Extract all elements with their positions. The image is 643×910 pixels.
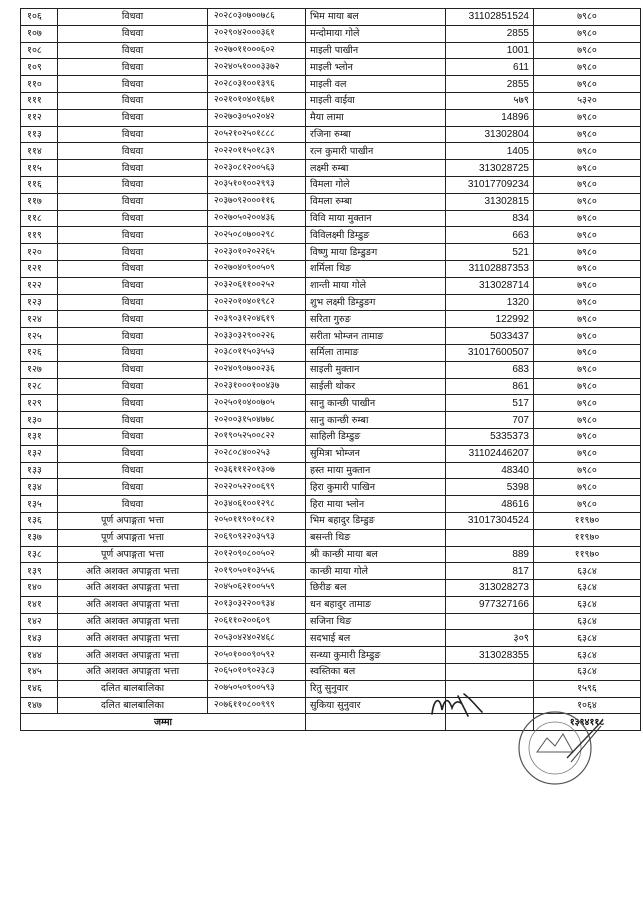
total-blank-name (306, 714, 446, 731)
allowance-amount-cell: ७९८० (534, 25, 641, 42)
citizen-id-cell: २०५०१०००९०५९२ (208, 647, 306, 664)
table-row (21, 428, 641, 445)
benefit-category-cell: विधवा (58, 244, 208, 261)
citizen-id-cell: २०३५१०१००२९९३ (208, 176, 306, 193)
beneficiary-name-cell: धन बहादुर तामाङ (306, 596, 446, 613)
citizen-id-cell: २०२३०१०२०२२६५ (208, 244, 306, 261)
serial-number-cell: १३३ (21, 462, 58, 479)
citizen-id-cell: २०७६११०८००९९९ (208, 697, 306, 714)
serial-number-cell: १३८ (21, 546, 58, 563)
table-row (21, 193, 641, 210)
bank-account-cell: 31302804 (446, 126, 534, 143)
benefit-category-cell: विधवा (58, 294, 208, 311)
serial-number-cell: ११६ (21, 176, 58, 193)
bank-account-cell (446, 613, 534, 630)
citizen-id-cell: २०२८०८४००२५३ (208, 445, 306, 462)
allowance-amount-cell: ७९८० (534, 462, 641, 479)
beneficiary-name-cell: श्री कान्छी माया बल (306, 546, 446, 563)
citizen-id-cell: २०५०११९०१०८१२ (208, 512, 306, 529)
serial-number-cell: १३० (21, 412, 58, 429)
allowance-amount-cell: ६३८४ (534, 563, 641, 580)
beneficiary-name-cell: रत्न कुमारी पाखीन (306, 143, 446, 160)
table-body (21, 9, 641, 714)
bank-account-cell: 1320 (446, 294, 534, 311)
allowance-amount-cell: ७९८० (534, 109, 641, 126)
beneficiary-name-cell: माइली भ्लोन (306, 59, 446, 76)
table-row (21, 412, 641, 429)
serial-number-cell: १२२ (21, 277, 58, 294)
bank-account-cell: 707 (446, 412, 534, 429)
benefit-category-cell: पूर्ण अपाङ्गता भत्ता (58, 546, 208, 563)
citizen-id-cell: २०२३१०००१००४३७ (208, 378, 306, 395)
beneficiary-name-cell: हिरा माया भ्लोन (306, 496, 446, 513)
table-row (21, 109, 641, 126)
beneficiary-name-cell: शुभ लक्ष्मी डिम्डुङग (306, 294, 446, 311)
citizen-id-cell: २०३२०६११००२५२ (208, 277, 306, 294)
citizen-id-cell: २०२००३१५०४७७८ (208, 412, 306, 429)
table-row (21, 210, 641, 227)
total-label: जम्मा (21, 714, 306, 731)
allowance-amount-cell: ७९८० (534, 479, 641, 496)
beneficiary-name-cell: विमला रुम्बा (306, 193, 446, 210)
serial-number-cell: १०८ (21, 42, 58, 59)
citizen-id-cell: २०३८०११५०३५५३ (208, 344, 306, 361)
citizen-id-cell: २०६९०९२२०३५९३ (208, 529, 306, 546)
citizen-id-cell: २०२३०८१२००५६३ (208, 160, 306, 177)
serial-number-cell: १३९ (21, 563, 58, 580)
beneficiary-name-cell: मैया लामा (306, 109, 446, 126)
allowance-amount-cell: ७९८० (534, 428, 641, 445)
serial-number-cell: ११९ (21, 227, 58, 244)
allowance-amount-cell: ७९८० (534, 42, 641, 59)
bank-account-cell: 48340 (446, 462, 534, 479)
bank-account-cell: 2855 (446, 76, 534, 93)
beneficiary-name-cell: साईली थोकर (306, 378, 446, 395)
beneficiary-name-cell: माइली वल (306, 76, 446, 93)
benefit-category-cell: अति अशक्त अपाङ्गता भत्ता (58, 580, 208, 597)
table-row (21, 361, 641, 378)
benefit-category-cell: विधवा (58, 160, 208, 177)
table-row (21, 328, 641, 345)
bank-account-cell: 48616 (446, 496, 534, 513)
benefit-category-cell: विधवा (58, 227, 208, 244)
serial-number-cell: १२१ (21, 260, 58, 277)
serial-number-cell: १४० (21, 580, 58, 597)
citizen-id-cell: २०२४०९०७००२३६ (208, 361, 306, 378)
serial-number-cell: ११२ (21, 109, 58, 126)
serial-number-cell: ११८ (21, 210, 58, 227)
allowance-amount-cell: ११९७० (534, 529, 641, 546)
beneficiary-name-cell: साइली मुक्तान (306, 361, 446, 378)
allowance-amount-cell: १०६४ (534, 697, 641, 714)
citizen-id-cell: २०१३०३२२००९३४ (208, 596, 306, 613)
benefit-category-cell: विधवा (58, 59, 208, 76)
bank-account-cell: ५७९ (446, 92, 534, 109)
beneficiary-name-cell: हिरा कुमारी पाखिन (306, 479, 446, 496)
benefit-category-cell: अति अशक्त अपाङ्गता भत्ता (58, 613, 208, 630)
beneficiary-name-cell: विमला गोले (306, 176, 446, 193)
allowance-amount-cell: ६३८४ (534, 664, 641, 681)
table-row (21, 613, 641, 630)
benefit-category-cell: विधवा (58, 361, 208, 378)
citizen-id-cell: २०१२०९०८००५०२ (208, 546, 306, 563)
allowance-amount-cell: ७९८० (534, 160, 641, 177)
allowance-amount-cell: ११९७० (534, 546, 641, 563)
bank-account-cell: 517 (446, 395, 534, 412)
serial-number-cell: १३७ (21, 529, 58, 546)
citizen-id-cell: २०२७०३०५०२०४२ (208, 109, 306, 126)
bank-account-cell: 1405 (446, 143, 534, 160)
bank-account-cell: 313028714 (446, 277, 534, 294)
beneficiary-name-cell: सजिना थिङ (306, 613, 446, 630)
table-row (21, 59, 641, 76)
bank-account-cell: 31102446207 (446, 445, 534, 462)
benefit-category-cell: विधवा (58, 109, 208, 126)
table-row (21, 42, 641, 59)
beneficiary-name-cell: सानु कान्छी रुम्बा (306, 412, 446, 429)
serial-number-cell: ११४ (21, 143, 58, 160)
allowance-amount-cell: ७९८० (534, 126, 641, 143)
beneficiary-name-cell: शर्मिला थिङ (306, 260, 446, 277)
allowance-amount-cell: ७९८० (534, 193, 641, 210)
table-row (21, 546, 641, 563)
citizen-id-cell: २०३९०३१२०४६१९ (208, 311, 306, 328)
serial-number-cell: १३५ (21, 496, 58, 513)
beneficiary-name-cell: हस्त माया मुक्तान (306, 462, 446, 479)
benefit-category-cell: अति अशक्त अपाङ्गता भत्ता (58, 630, 208, 647)
bank-account-cell: 31302815 (446, 193, 534, 210)
serial-number-cell: १०९ (21, 59, 58, 76)
beneficiary-name-cell: सरीता भोम्जन तामाङ (306, 328, 446, 345)
benefit-category-cell: विधवा (58, 445, 208, 462)
bank-account-cell: 889 (446, 546, 534, 563)
table-row (21, 479, 641, 496)
benefit-category-cell: विधवा (58, 378, 208, 395)
beneficiary-name-cell: छिरीङ बल (306, 580, 446, 597)
beneficiary-name-cell: सुकिया सुनुवार (306, 697, 446, 714)
allowance-amount-cell: ७९८० (534, 59, 641, 76)
benefit-category-cell: दलित बालबालिका (58, 680, 208, 697)
handwritten-signature (428, 690, 488, 720)
office-stamp (515, 700, 605, 795)
benefit-category-cell: विधवा (58, 193, 208, 210)
table-row (21, 680, 641, 697)
allowance-amount-cell: ७९८० (534, 496, 641, 513)
bank-account-cell: 1001 (446, 42, 534, 59)
table-row (21, 496, 641, 513)
bank-account-cell: 31017600507 (446, 344, 534, 361)
citizen-id-cell: २०३३०३२९००२२६ (208, 328, 306, 345)
serial-number-cell: १२५ (21, 328, 58, 345)
bank-account-cell (446, 664, 534, 681)
bank-account-cell: 313028355 (446, 647, 534, 664)
serial-number-cell: १४४ (21, 647, 58, 664)
serial-number-cell: १११ (21, 92, 58, 109)
bank-account-cell: 31017709234 (446, 176, 534, 193)
table-row (21, 378, 641, 395)
table-row (21, 647, 641, 664)
bank-account-cell (446, 529, 534, 546)
benefit-category-cell: विधवा (58, 143, 208, 160)
citizen-id-cell: २०४५०६२१००५५९ (208, 580, 306, 597)
table-row (21, 260, 641, 277)
serial-number-cell: १२० (21, 244, 58, 261)
allowance-amount-cell: ७९८० (534, 311, 641, 328)
beneficiary-name-cell: सुमित्रा भोम्जन (306, 445, 446, 462)
benefit-category-cell: अति अशक्त अपाङ्गता भत्ता (58, 647, 208, 664)
benefit-category-cell: अति अशक्त अपाङ्गता भत्ता (58, 596, 208, 613)
beneficiary-name-cell: बसन्ती थिङ (306, 529, 446, 546)
table-row (21, 160, 641, 177)
bank-account-cell: 31017304524 (446, 512, 534, 529)
bank-account-cell: 31102851524 (446, 9, 534, 26)
beneficiary-name-cell: रितु सुनुवार (306, 680, 446, 697)
bank-account-cell: 122992 (446, 311, 534, 328)
allowance-amount-cell: ७९८० (534, 294, 641, 311)
serial-number-cell: ११३ (21, 126, 58, 143)
serial-number-cell: १०७ (21, 25, 58, 42)
allowance-amount-cell: ७९८० (534, 176, 641, 193)
serial-number-cell: ११५ (21, 160, 58, 177)
beneficiary-name-cell: रजिना रुम्बा (306, 126, 446, 143)
beneficiary-name-cell: माइली पाखीन (306, 42, 446, 59)
benefit-category-cell: विधवा (58, 92, 208, 109)
benefit-category-cell: पूर्ण अपाङ्गता भत्ता (58, 512, 208, 529)
allowance-amount-cell: ७९८० (534, 445, 641, 462)
allowance-amount-cell: १५९६ (534, 680, 641, 697)
allowance-amount-cell: ७९८० (534, 227, 641, 244)
citizen-id-cell: २०३७०९२०००११६ (208, 193, 306, 210)
allowance-amount-cell: ७९८० (534, 210, 641, 227)
beneficiary-name-cell: लक्ष्मी रुम्बा (306, 160, 446, 177)
table-row (21, 445, 641, 462)
serial-number-cell: १४३ (21, 630, 58, 647)
table-row (21, 126, 641, 143)
allowance-amount-cell: ७९८० (534, 76, 641, 93)
serial-number-cell: १२९ (21, 395, 58, 412)
table-row (21, 512, 641, 529)
table-row (21, 92, 641, 109)
citizen-id-cell: २०२७०११०००६०२ (208, 42, 306, 59)
serial-number-cell: १२६ (21, 344, 58, 361)
serial-number-cell: ११७ (21, 193, 58, 210)
citizen-id-cell: २०१९०५०१०३५५६ (208, 563, 306, 580)
benefit-category-cell: अति अशक्त अपाङ्गता भत्ता (58, 664, 208, 681)
citizen-id-cell: २०२८०३०७००७८६ (208, 9, 306, 26)
beneficiary-name-cell: भिम बहादुर डिम्डुङ (306, 512, 446, 529)
bank-account-cell: 611 (446, 59, 534, 76)
benefit-category-cell: विधवा (58, 25, 208, 42)
allowance-amount-cell: ६३८४ (534, 580, 641, 597)
table-row (21, 9, 641, 26)
total-amount: १३९४११८ (534, 714, 641, 731)
citizen-id-cell: २०५३०४२४०२४६८ (208, 630, 306, 647)
benefit-category-cell: विधवा (58, 344, 208, 361)
table-row (21, 277, 641, 294)
benefit-category-cell: विधवा (58, 395, 208, 412)
benefit-category-cell: विधवा (58, 260, 208, 277)
bank-account-cell: 521 (446, 244, 534, 261)
table-row (21, 395, 641, 412)
table-row (21, 630, 641, 647)
benefit-category-cell: विधवा (58, 176, 208, 193)
table-row (21, 176, 641, 193)
allowance-amount-cell: ७९८० (534, 9, 641, 26)
bank-account-cell: 977327166 (446, 596, 534, 613)
beneficiary-name-cell: माइली वाईवा (306, 92, 446, 109)
benefit-category-cell: विधवा (58, 126, 208, 143)
allowance-amount-cell: ६३८४ (534, 647, 641, 664)
beneficiary-name-cell: विष्णु माया डिम्डुङग (306, 244, 446, 261)
bank-account-cell: ३०९ (446, 630, 534, 647)
beneficiary-name-cell: साहिली डिम्डुङ (306, 428, 446, 445)
table-row (21, 580, 641, 597)
benefit-category-cell: विधवा (58, 76, 208, 93)
bank-account-cell: 663 (446, 227, 534, 244)
allowance-amount-cell: ७९८० (534, 412, 641, 429)
benefit-category-cell: विधवा (58, 9, 208, 26)
allowance-amount-cell: ७९८० (534, 244, 641, 261)
bank-account-cell: 5033437 (446, 328, 534, 345)
table-row (21, 311, 641, 328)
serial-number-cell: १४२ (21, 613, 58, 630)
serial-number-cell: १३२ (21, 445, 58, 462)
citizen-id-cell: २०२७०५०२००४३६ (208, 210, 306, 227)
serial-number-cell: १३६ (21, 512, 58, 529)
bank-account-cell: 861 (446, 378, 534, 395)
allowance-amount-cell: ७९८० (534, 344, 641, 361)
bank-account-cell: 5398 (446, 479, 534, 496)
serial-number-cell: १२४ (21, 311, 58, 328)
table-row (21, 76, 641, 93)
serial-number-cell: १४५ (21, 664, 58, 681)
beneficiary-name-cell: मन्दोमाया गोले (306, 25, 446, 42)
citizen-id-cell: २०२८०३१००१३९६ (208, 76, 306, 93)
bank-account-cell: 31102887353 (446, 260, 534, 277)
beneficiary-table-sheet (20, 8, 640, 731)
table-row (21, 664, 641, 681)
benefit-category-cell: विधवा (58, 311, 208, 328)
beneficiary-name-cell: सर्मिला तामाङ (306, 344, 446, 361)
beneficiary-name-cell: शान्ती माया गोले (306, 277, 446, 294)
citizen-id-cell: २०३६१११२०१३०७ (208, 462, 306, 479)
citizen-id-cell: २०२२०१०४०१९८२ (208, 294, 306, 311)
table-row (21, 596, 641, 613)
benefit-category-cell: अति अशक्त अपाङ्गता भत्ता (58, 563, 208, 580)
bank-account-cell: 834 (446, 210, 534, 227)
bank-account-cell: 14896 (446, 109, 534, 126)
citizen-id-cell: २०२५०८०७००२९८ (208, 227, 306, 244)
table-row (21, 529, 641, 546)
benefit-category-cell: दलित बालबालिका (58, 697, 208, 714)
citizen-id-cell: २०६५०१०९०२३८३ (208, 664, 306, 681)
serial-number-cell: ११० (21, 76, 58, 93)
citizen-id-cell: २०१९०५२५००८२२ (208, 428, 306, 445)
table-row (21, 25, 641, 42)
beneficiary-name-cell: भिम माया बल (306, 9, 446, 26)
bank-account-cell: 5335373 (446, 428, 534, 445)
bank-account-cell: 2855 (446, 25, 534, 42)
allowance-amount-cell: ७९८० (534, 395, 641, 412)
citizen-id-cell: २०२२०५२२००६९९ (208, 479, 306, 496)
serial-number-cell: १४६ (21, 680, 58, 697)
citizen-id-cell: २०२७०४०९००५०९ (208, 260, 306, 277)
table-row (21, 563, 641, 580)
benefit-category-cell: विधवा (58, 479, 208, 496)
table-row (21, 294, 641, 311)
allowance-amount-cell: ७९८० (534, 328, 641, 345)
serial-number-cell: १०६ (21, 9, 58, 26)
serial-number-cell: १४७ (21, 697, 58, 714)
allowance-amount-cell: ७९८० (534, 260, 641, 277)
allowance-amount-cell: ५३२० (534, 92, 641, 109)
table-row (21, 344, 641, 361)
citizen-id-cell: २०७५०५०९००५९३ (208, 680, 306, 697)
citizen-id-cell: २०२९०४२०००३६१ (208, 25, 306, 42)
beneficiary-name-cell: कान्छी माया गोले (306, 563, 446, 580)
serial-number-cell: १२८ (21, 378, 58, 395)
beneficiary-table (20, 8, 641, 731)
citizen-id-cell: २०२५०१०४००७०५ (208, 395, 306, 412)
citizen-id-cell: २०२४०५१०००३३७२ (208, 59, 306, 76)
table-row (21, 143, 641, 160)
beneficiary-name-cell: सानु कान्छी पाखीन (306, 395, 446, 412)
allowance-amount-cell: ७९८० (534, 361, 641, 378)
serial-number-cell: १४१ (21, 596, 58, 613)
benefit-category-cell: विधवा (58, 210, 208, 227)
serial-number-cell: १२७ (21, 361, 58, 378)
citizen-id-cell: २०५२१०२५०१८८८ (208, 126, 306, 143)
allowance-amount-cell: ११९७० (534, 512, 641, 529)
beneficiary-name-cell: विविलक्ष्मी डिम्डुङ (306, 227, 446, 244)
benefit-category-cell: विधवा (58, 412, 208, 429)
benefit-category-cell: विधवा (58, 462, 208, 479)
bank-account-cell: 313028273 (446, 580, 534, 597)
bank-account-cell: 313028725 (446, 160, 534, 177)
allowance-amount-cell: ६३८४ (534, 630, 641, 647)
bank-account-cell: 817 (446, 563, 534, 580)
allowance-amount-cell: ७९८० (534, 277, 641, 294)
beneficiary-name-cell: सदभाई बल (306, 630, 446, 647)
benefit-category-cell: विधवा (58, 496, 208, 513)
benefit-category-cell: विधवा (58, 328, 208, 345)
citizen-id-cell: २०६११०२००६०९ (208, 613, 306, 630)
table-row (21, 227, 641, 244)
citizen-id-cell: २०२२०११५०१८३९ (208, 143, 306, 160)
serial-number-cell: १३१ (21, 428, 58, 445)
benefit-category-cell: विधवा (58, 277, 208, 294)
beneficiary-name-cell: विवि माया मुक्तान (306, 210, 446, 227)
table-row (21, 244, 641, 261)
beneficiary-name-cell: सन्ध्या कुमारी डिम्डुङ (306, 647, 446, 664)
bank-account-cell: 683 (446, 361, 534, 378)
allowance-amount-cell: ७९८० (534, 378, 641, 395)
table-row (21, 462, 641, 479)
benefit-category-cell: विधवा (58, 428, 208, 445)
benefit-category-cell: पूर्ण अपाङ्गता भत्ता (58, 529, 208, 546)
allowance-amount-cell: ६३८४ (534, 613, 641, 630)
serial-number-cell: १३४ (21, 479, 58, 496)
citizen-id-cell: २०३४०६१००१२९८ (208, 496, 306, 513)
benefit-category-cell: विधवा (58, 42, 208, 59)
serial-number-cell: १२३ (21, 294, 58, 311)
citizen-id-cell: २०२१०१०४०१६७१ (208, 92, 306, 109)
allowance-amount-cell: ७९८० (534, 143, 641, 160)
beneficiary-name-cell: सरिता गुरुङ (306, 311, 446, 328)
allowance-amount-cell: ६३८४ (534, 596, 641, 613)
beneficiary-name-cell: स्वस्तिका बल (306, 664, 446, 681)
